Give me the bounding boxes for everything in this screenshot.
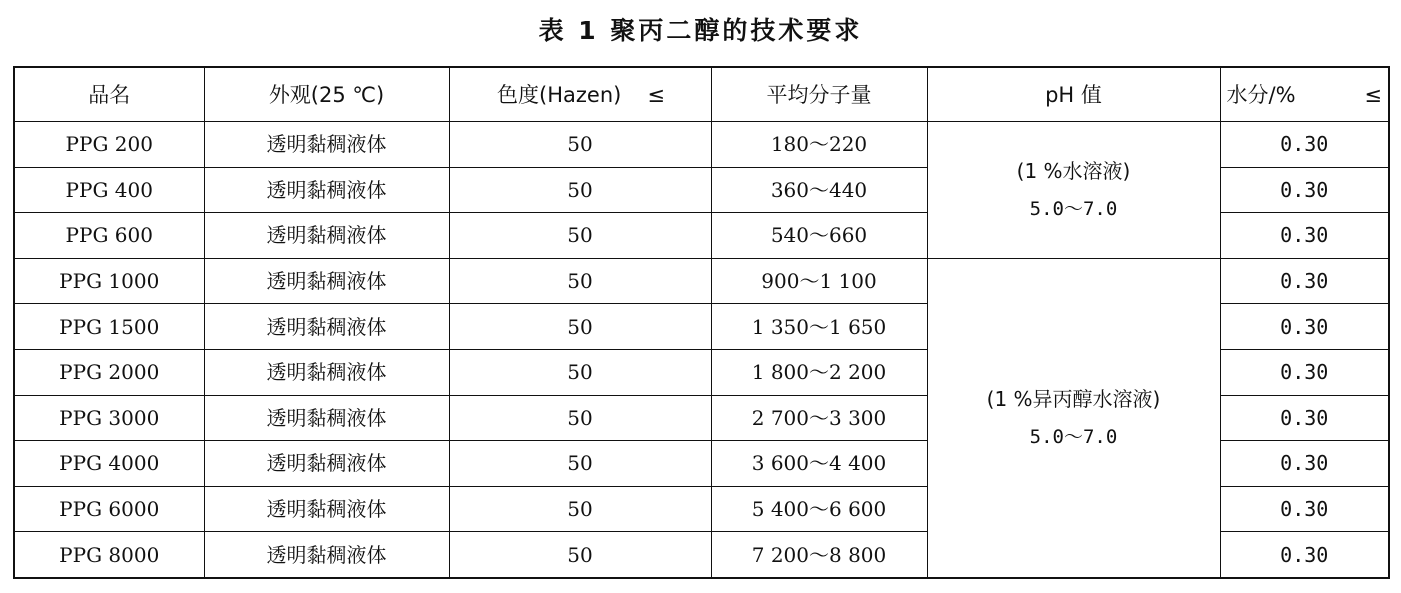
ppg-spec-table	[13, 66, 1390, 579]
cell-water: 0.30	[1220, 532, 1389, 578]
cell-appearance: 透明黏稠液体	[204, 258, 449, 304]
cell-name: PPG 200	[14, 122, 204, 168]
cell-mol-weight: 1 350～1 650	[711, 304, 927, 350]
ph-range: 5.0～7.0	[1029, 197, 1118, 220]
cell-color: 50	[449, 441, 711, 487]
cell-name: PPG 8000	[14, 532, 204, 578]
cell-water: 0.30	[1220, 167, 1389, 213]
cell-mol-weight: 3 600～4 400	[711, 441, 927, 487]
cell-appearance: 透明黏稠液体	[204, 349, 449, 395]
cell-water: 0.30	[1220, 258, 1389, 304]
cell-name: PPG 1500	[14, 304, 204, 350]
cell-water: 0.30	[1220, 441, 1389, 487]
cell-appearance: 透明黏稠液体	[204, 167, 449, 213]
cell-ph-group-2	[927, 258, 1220, 578]
cell-mol-weight: 7 200～8 800	[711, 532, 927, 578]
header-water-sign: ≤	[1364, 82, 1382, 107]
cell-color: 50	[449, 122, 711, 168]
cell-color: 50	[449, 213, 711, 259]
header-row	[14, 67, 1389, 122]
cell-name: PPG 600	[14, 213, 204, 259]
cell-appearance: 透明黏稠液体	[204, 122, 449, 168]
cell-mol-weight: 5 400～6 600	[711, 486, 927, 532]
header-name: 品名	[14, 67, 204, 122]
header-ph: pH 值	[927, 67, 1220, 122]
cell-ph-group-1	[927, 122, 1220, 259]
cell-color: 50	[449, 349, 711, 395]
cell-mol-weight: 360～440	[711, 167, 927, 213]
cell-mol-weight: 2 700～3 300	[711, 395, 927, 441]
cell-appearance: 透明黏稠液体	[204, 441, 449, 487]
header-water	[1220, 67, 1389, 122]
header-water-label: 水分/%	[1226, 82, 1296, 107]
cell-mol-weight: 1 800～2 200	[711, 349, 927, 395]
header-color	[449, 67, 711, 122]
cell-appearance: 透明黏稠液体	[204, 304, 449, 350]
cell-color: 50	[449, 167, 711, 213]
cell-name: PPG 400	[14, 167, 204, 213]
header-mol-weight: 平均分子量	[711, 67, 927, 122]
cell-name: PPG 3000	[14, 395, 204, 441]
table-row	[14, 258, 1389, 304]
cell-appearance: 透明黏稠液体	[204, 486, 449, 532]
cell-water: 0.30	[1220, 122, 1389, 168]
cell-appearance: 透明黏稠液体	[204, 213, 449, 259]
cell-name: PPG 1000	[14, 258, 204, 304]
cell-color: 50	[449, 258, 711, 304]
cell-mol-weight: 900～1 100	[711, 258, 927, 304]
header-color-label: 色度(Hazen)	[497, 82, 622, 107]
cell-mol-weight: 540～660	[711, 213, 927, 259]
cell-color: 50	[449, 486, 711, 532]
cell-name: PPG 4000	[14, 441, 204, 487]
cell-water: 0.30	[1220, 486, 1389, 532]
cell-color: 50	[449, 532, 711, 578]
cell-name: PPG 2000	[14, 349, 204, 395]
header-color-sign: ≤	[647, 82, 665, 107]
table-title: 表 1 聚丙二醇的技术要求	[538, 16, 863, 45]
cell-water: 0.30	[1220, 213, 1389, 259]
cell-appearance: 透明黏稠液体	[204, 395, 449, 441]
table-row	[14, 122, 1389, 168]
ph-range: 5.0～7.0	[1029, 425, 1118, 448]
ph-condition: (1 %水溶液)	[1016, 158, 1131, 183]
cell-mol-weight: 180～220	[711, 122, 927, 168]
cell-name: PPG 6000	[14, 486, 204, 532]
cell-color: 50	[449, 395, 711, 441]
cell-water: 0.30	[1220, 349, 1389, 395]
cell-appearance: 透明黏稠液体	[204, 532, 449, 578]
ph-condition: (1 %异丙醇水溶液)	[986, 386, 1161, 411]
cell-color: 50	[449, 304, 711, 350]
cell-water: 0.30	[1220, 304, 1389, 350]
cell-water: 0.30	[1220, 395, 1389, 441]
header-appearance: 外观(25 ℃)	[204, 67, 449, 122]
